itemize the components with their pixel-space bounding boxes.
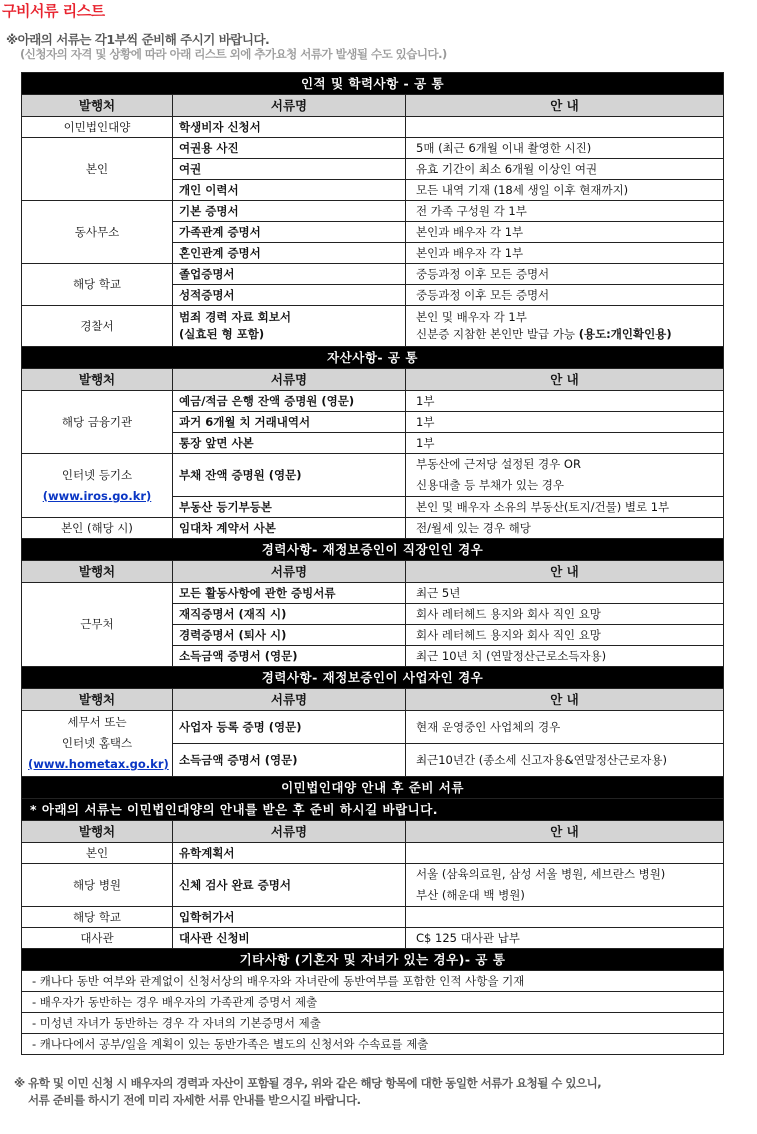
section-header-other [22,949,724,971]
info-cell: 5매 (최근 6개월 이내 촬영한 시진) [406,138,724,159]
header-document: 서류명 [173,821,406,843]
document-cell: 유학계획서 [173,843,406,864]
table-row [22,201,724,222]
info-cell: 중등과정 이후 모든 증명서 [406,264,724,285]
info-cell [406,454,724,497]
issuer-line: 세무서 또는 [67,715,127,729]
info-cell: 회사 레터헤드 용지와 회사 직인 요망 [406,604,724,625]
issuer-line: 인터넷 등기소 [61,467,133,482]
header-info: 안 내 [406,561,724,583]
header-issuer: 발행처 [22,95,173,117]
column-header-row [22,369,724,391]
info-line-bold: (용도:개인확인용) [578,327,672,341]
info-cell: 전/월세 있는 경우 해당 [406,518,724,539]
document-cell: 학생비자 신청서 [173,117,406,138]
info-cell [406,306,724,347]
footnote-line: 서류 준비를 하시기 전에 미리 자세한 서류 안내를 받으시길 바랍니다. [28,1093,361,1107]
info-cell: 최근 5년 [406,583,724,604]
issuer-cell: 해당 학교 [22,907,173,928]
document-line: (실효된 형 포함) [179,327,265,341]
info-cell: 중등과정 이후 모든 증명서 [406,285,724,306]
info-cell [406,843,724,864]
info-cell: 최근 10년 치 (연말정산근로소득자용) [406,646,724,667]
document-cell: 소득금액 증명서 (영문) [173,646,406,667]
column-header-row [22,95,724,117]
list-item [22,1013,724,1034]
page-title: 구비서류 리스트 [2,2,105,20]
notice-text: ※아래의 서류는 각1부씩 준비해 주시기 바랍니다. [6,32,270,47]
other-item: - 미성년 자녀가 동반하는 경우 각 자녀의 기본증명서 제출 [22,1013,724,1034]
document-cell: 신체 검사 완료 증명서 [173,864,406,907]
hometax-link[interactable]: (www.hometax.go.kr) [28,757,169,771]
info-cell: 최근10년간 (종소세 신고자용&연말정산근로자용) [406,744,724,777]
section-header-after-guidance [22,777,724,799]
document-cell: 여권용 사진 [173,138,406,159]
document-cell: 대사관 신청비 [173,928,406,949]
section-header-career-business [22,667,724,689]
table-row [22,264,724,285]
info-cell: 유효 기간이 최소 6개월 이상인 여권 [406,159,724,180]
table-row [22,117,724,138]
issuer-cell [22,711,173,777]
table-row [22,907,724,928]
header-issuer: 발행처 [22,561,173,583]
issuer-cell: 본인 (해당 시) [22,518,173,539]
table-row [22,928,724,949]
document-cell: 통장 앞면 사본 [173,433,406,454]
section-note: * 아래의 서류는 이민법인대양의 안내를 받은 후 준비 하시길 바랍니다. [22,799,724,821]
iros-link[interactable]: (www.iros.go.kr) [42,488,152,503]
header-info: 안 내 [406,689,724,711]
table-row [22,518,724,539]
issuer-cell: 이민법인대양 [22,117,173,138]
info-cell: 본인과 배우자 각 1부 [406,243,724,264]
section-title: 인적 및 학력사항 - 공 통 [22,73,724,95]
list-item [22,992,724,1013]
document-cell: 여권 [173,159,406,180]
document-cell: 부동산 등기부등본 [173,497,406,518]
info-line [416,326,717,343]
section-header-career-employee [22,539,724,561]
info-cell [406,117,724,138]
issuer-cell: 대사관 [22,928,173,949]
header-issuer: 발행처 [22,689,173,711]
list-item [22,1034,724,1055]
section-header-common [22,73,724,95]
document-cell: 부채 잔액 증명원 (영문) [173,454,406,497]
info-line: 서울 (삼육의료원, 삼성 서울 병원, 세브란스 병원) [416,867,666,881]
section-title: 경력사항- 재정보증인이 사업자인 경우 [22,667,724,689]
info-cell: 1부 [406,412,724,433]
document-table [21,72,724,1055]
info-line: 부동산에 근저당 설정된 경우 OR [416,457,581,471]
section-note-row [22,799,724,821]
info-line: 부산 (해운대 백 병원) [416,888,525,902]
document-cell: 과거 6개월 치 거래내역서 [173,412,406,433]
other-item: - 캐나다 동반 여부와 관계없이 신청서상의 배우자와 자녀란에 동반여부를 포함한 인적 사항을 기재 [22,971,724,992]
info-cell: 1부 [406,391,724,412]
document-cell: 기본 증명서 [173,201,406,222]
other-item: - 배우자가 동반하는 경우 배우자의 가족관계 증명서 제출 [22,992,724,1013]
table-row [22,711,724,744]
info-cell: 전 가족 구성원 각 1부 [406,201,724,222]
document-cell [173,306,406,347]
document-cell: 임대차 계약서 사본 [173,518,406,539]
issuer-cell: 경찰서 [22,306,173,347]
header-document: 서류명 [173,561,406,583]
document-cell: 입학허가서 [173,907,406,928]
info-cell: 현재 운영중인 사업체의 경우 [406,711,724,744]
document-line: 범죄 경력 자료 회보서 [179,310,291,324]
issuer-cell: 해당 학교 [22,264,173,306]
document-cell: 가족관계 증명서 [173,222,406,243]
document-cell: 졸업증명서 [173,264,406,285]
document-cell: 재직증명서 (재직 시) [173,604,406,625]
list-item [22,971,724,992]
issuer-cell: 본인 [22,138,173,201]
document-cell: 예금/적금 은행 잔액 증명원 (영문) [173,391,406,412]
table-row [22,843,724,864]
header-document: 서류명 [173,95,406,117]
header-issuer: 발행처 [22,821,173,843]
header-issuer: 발행처 [22,369,173,391]
table-row [22,391,724,412]
column-header-row [22,689,724,711]
table-row [22,864,724,907]
footnote-line: ※ 유학 및 이민 신청 시 배우자의 경력과 자산이 포함될 경우, 위와 같은 해당 항목에 대한 동일한 서류가 요청될 수 있으니, [14,1076,602,1090]
column-header-row [22,821,724,843]
info-cell: 본인과 배우자 각 1부 [406,222,724,243]
issuer-cell: 근무처 [22,583,173,667]
header-info: 안 내 [406,95,724,117]
issuer-cell [22,454,173,518]
section-title: 기타사항 (기혼자 및 자녀가 있는 경우)- 공 통 [22,949,724,971]
table-row [22,306,724,347]
info-line-part: 신분증 지참한 본인만 발급 가능 [416,327,576,341]
other-item: - 캐나다에서 공부/일을 계획이 있는 동반가족은 별도의 신청서와 수속료를 제출 [22,1034,724,1055]
header-document: 서류명 [173,689,406,711]
info-cell: 본인 및 배우자 소유의 부동산(토지/건물) 별로 1부 [406,497,724,518]
issuer-cell: 해당 병원 [22,864,173,907]
section-title: 이민법인대양 안내 후 준비 서류 [22,777,724,799]
footnote [14,1075,601,1109]
info-cell: 1부 [406,433,724,454]
document-cell: 개인 이력서 [173,180,406,201]
issuer-cell: 본인 [22,843,173,864]
info-line: 본인 및 배우자 각 1부 [416,310,527,324]
issuer-cell: 해당 금융기관 [22,391,173,454]
section-title: 경력사항- 재정보증인이 직장인인 경우 [22,539,724,561]
document-cell: 성적증명서 [173,285,406,306]
table-row [22,454,724,497]
document-cell: 모든 활동사항에 관한 증빙서류 [173,583,406,604]
document-cell: 혼인관계 증명서 [173,243,406,264]
info-cell [406,907,724,928]
document-cell: 경력증명서 (퇴사 시) [173,625,406,646]
table-row [22,138,724,159]
info-cell: C$ 125 대사관 납부 [406,928,724,949]
document-cell: 사업자 등록 증명 (영문) [173,711,406,744]
header-info: 안 내 [406,821,724,843]
column-header-row [22,561,724,583]
issuer-line: 인터넷 홈택스 [61,736,133,750]
header-document: 서류명 [173,369,406,391]
info-cell: 모든 내역 기재 (18세 생일 이후 현재까지) [406,180,724,201]
section-title: 자산사항- 공 통 [22,347,724,369]
info-cell [406,864,724,907]
document-cell: 소득금액 증명서 (영문) [173,744,406,777]
info-line: 신용대출 등 부채가 있는 경우 [416,478,564,492]
header-info: 안 내 [406,369,724,391]
section-header-assets [22,347,724,369]
issuer-cell: 동사무소 [22,201,173,264]
subnotice-text: (신청자의 자격 및 상황에 따라 아래 리스트 외에 추가요청 서류가 발생될 수도 있습니다.) [20,47,447,61]
table-row [22,583,724,604]
info-cell: 회사 레터헤드 용지와 회사 직인 요망 [406,625,724,646]
